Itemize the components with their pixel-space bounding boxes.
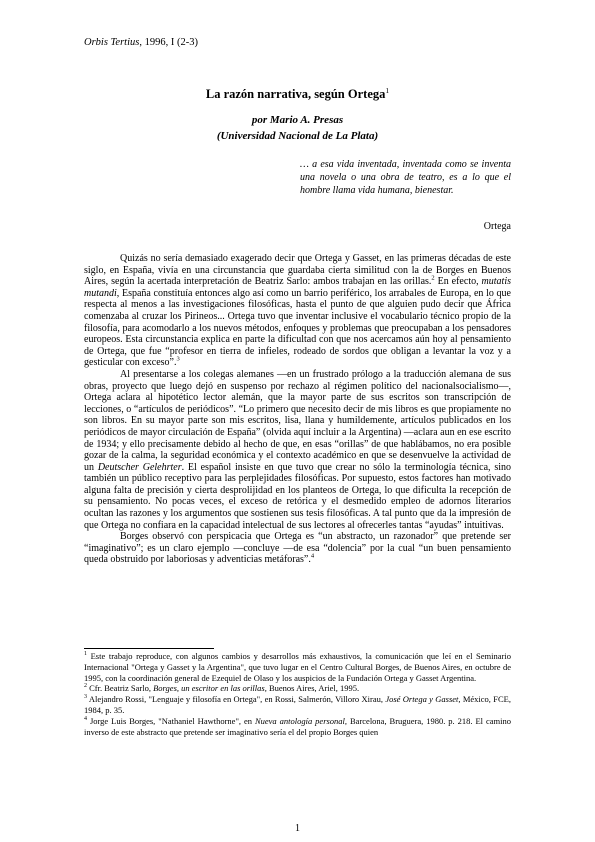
text-run: Al presentarse a los colegas alemanes —en un frustrado prólogo a la traducción alemana de sus obras, proyecto que luego dejó en suspenso por rechazo al régimen político del nacionalsocialismo—, Ortega aclara al hipotético lector alemán, que la mayor parte de sus escritos son transcripción de lecciones, o “artículos de periódicos”. “Lo primero que necesito decir de mis libros es que propiamente no son libros. En su mayor parte son mis escritos, lisa, llana y humildemente, artículos publicados en los periódicos de mayor circulación de España” (olvida aquí incluir a la Argentina) —aclara aun en ese escrito de 1934; y ello precisamente debido al hecho de que, en esas “orillas” de que hablábamos, no era posible gozar de la calma, la seguridad económica y el contexto académico en que se desenvuelve la actividad de un bbox=[84, 368, 511, 473]
book-title: José Ortega y Gasset bbox=[385, 694, 459, 705]
footnote-divider bbox=[84, 648, 214, 649]
paragraph-3 bbox=[84, 531, 511, 566]
epigraph-text: … a esa vida inventada, inventada como se inventa una novela o una obra de teatro, es a lo que el hombre llama vida humana, bienestar. bbox=[300, 159, 511, 196]
footnote-number: 3 bbox=[84, 694, 87, 701]
journal-issue: , 1996, I (2-3) bbox=[139, 37, 198, 48]
footnote-text: Este trabajo reproduce, con algunos cambios y desarrollos más exhaustivos, la comunicación que leí en el Seminario Internacional "Ortega y Gasset y la Argentina", que tuvo lugar en el Centro Cultural Borges, de Buenos Aires, en octubre de 1995, con la coordinación general de Ezequiel de Olaso y los auspicios de la Fundación Ortega y Gasset Argentina. bbox=[84, 651, 511, 683]
footnote-text: Jorge Luis Borges, "Nathaniel Hawthorne", en bbox=[87, 715, 255, 726]
latin-phrase: mutatis mutandi bbox=[84, 276, 511, 299]
footnote-3 bbox=[84, 694, 511, 716]
epigraph-source: Ortega bbox=[483, 221, 511, 232]
footnote-text: , Barcelona, Bruguera, 1980. p. 218. El camino inverso de este abstracto que pretende ser imaginativo sería el del propio Borges quien bbox=[84, 715, 511, 737]
page-number: 1 bbox=[295, 823, 300, 834]
author-block bbox=[84, 112, 511, 144]
footnote-marker-2[interactable]: 2 bbox=[431, 274, 435, 282]
footnote-marker-3[interactable]: 3 bbox=[176, 356, 180, 364]
article-title bbox=[84, 86, 511, 102]
book-title: Borges, un escritor en las orillas bbox=[153, 683, 265, 694]
author-name: por Mario A. Presas bbox=[251, 114, 344, 126]
footnote-text: , Buenos Aires, Ariel, 1995. bbox=[264, 683, 360, 694]
footnote-number: 1 bbox=[84, 651, 87, 658]
journal-name: Orbis Tertius bbox=[84, 37, 140, 48]
footnote-2 bbox=[84, 683, 511, 694]
footnotes bbox=[84, 651, 511, 737]
german-phrase: Deutscher Gelehrter bbox=[97, 461, 182, 473]
footnote-number: 4 bbox=[84, 715, 87, 722]
footnote-1 bbox=[84, 651, 511, 683]
footnote-marker-4[interactable]: 4 bbox=[310, 553, 315, 561]
footnote-text: , México, FCE, 1984, p. 35. bbox=[84, 694, 511, 715]
footnote-text: Cfr. Beatriz Sarlo, bbox=[87, 683, 154, 694]
paragraph-2 bbox=[84, 369, 511, 531]
book-title: Nueva antología personal bbox=[254, 715, 345, 726]
footnote-text: Alejandro Rossi, "Lenguaje y filosofía en Ortega", en Rossi, Salmerón, Villoro Xirau, bbox=[87, 694, 386, 705]
text-run: En efecto, bbox=[434, 276, 482, 288]
body-text bbox=[84, 253, 511, 566]
footnote-4 bbox=[84, 716, 511, 738]
paragraph-1 bbox=[84, 253, 511, 369]
author-affiliation: (Universidad Nacional de La Plata) bbox=[216, 130, 379, 142]
running-header bbox=[84, 37, 198, 48]
text-run: Quizás no sería demasiado exagerado decir que Ortega y Gasset, en las primeras décadas de este siglo, en España, vivía en una circunstancia que guardaba cierta similitud con la de Borges en Buenos Aires, según la acertada interpretación de Beatriz Sarlo: ambos trabajan en las orillas. bbox=[84, 253, 511, 288]
title-text: La razón narrativa, según Ortega bbox=[205, 87, 386, 102]
text-run: Borges observó con perspicacia que Ortega es “un abstracto, un razonador” que pretende ser “imaginativo”; es un claro ejemplo —concluye —de esa “dolencia” por la cual “un buen pensamiento queda obstruido por laboriosas y adventicias metáforas”. bbox=[84, 531, 511, 566]
text-run: . El español insiste en que tuvo que crear no sólo la terminología técnica, sino también un público receptivo para las perplejidades filosóficas. Por supuesto, estos factores han motivado alguna falta de precisión y cierta desprolijidad en los planteos de Ortega, lo que dificulta la recepción de su pensamiento. No pocas veces, el exceso de retórica y el desmedido empleo de adornos literarios ocultan las razones y los argumentos que sostienen sus tesis filosóficas. A tal punto que da la impresión de que Ortega no confiara en la capacidad intelectual de sus lectores al ofrecerles tantas “ayudas” intuitivas. bbox=[84, 461, 511, 531]
title-footnote-marker[interactable]: 1 bbox=[385, 86, 390, 95]
text-run: , España constituía entonces algo así como un barrio periférico, los arrabales de Europa, en lo que respecta al menos a las investigaciones filosóficas, hasta el punto de que alguien pudo decir que África comenzaba al cruzar los Pirineos... Ortega tuvo que inventar inclusive el vocabulario técnico propio de la filosofía, para acomodarlo a los nuevos métodos, enfoques y problemas que preocupaban a los pensadores europeos. Esta circunstancia explica en parte la dificultad con que nos acercamos aún hoy al pensamiento de Ortega, que fue “profesor en tierra de infieles, rodeado de sordos que obligan a levantar la voz y a gesticular con exceso”. bbox=[84, 287, 511, 369]
footnote-number: 2 bbox=[84, 683, 87, 690]
